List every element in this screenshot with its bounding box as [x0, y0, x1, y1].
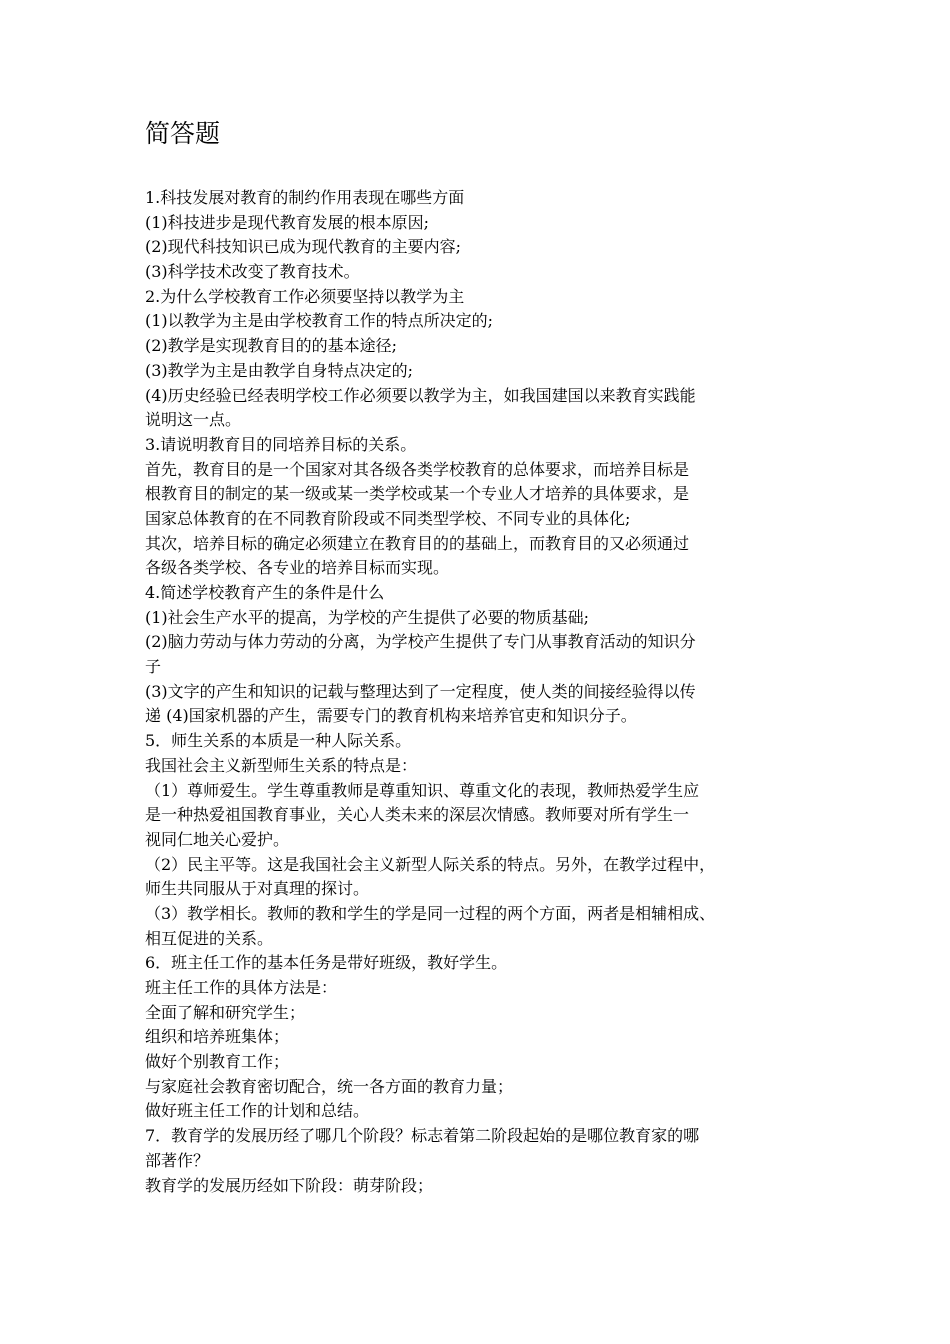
text-line: 1.科技发展对教育的制约作用表现在哪些方面 [145, 188, 465, 207]
text-line: 其次，培养目标的确定必须建立在教育目的的基础上，而教育目的又必须通过 [145, 533, 690, 553]
text-line: (2)教学是实现教育目的的基本途径; [145, 336, 398, 356]
text-line: 国家总体教育的在不同教育阶段或不同类型学校、不同专业的具体化; [145, 508, 631, 528]
text-line: (3)教学为主是由教学自身特点决定的; [145, 360, 414, 380]
text-line: (4)历史经验已经表明学校工作必须要以教学为主，如我国建国以来教育实践能 [145, 385, 696, 405]
text-line: (1)科技进步是现代教育发展的根本原因; [145, 212, 430, 232]
text-line: 5．师生关系的本质是一种人际关系。 [145, 731, 412, 751]
text-line: 视同仁地关心爱护。 [145, 829, 290, 849]
text-line: 子 [145, 657, 162, 677]
text-line: （1）尊师爱生。学生尊重教师是尊重知识、尊重文化的表现，教师热爱学生应 [145, 780, 700, 800]
text-line: 7．教育学的发展历经了哪几个阶段？标志着第二阶段起始的是哪位教育家的哪 [145, 1126, 700, 1146]
text-line: 做好班主任工作的计划和总结。 [145, 1101, 370, 1121]
text-line: (1)以教学为主是由学校教育工作的特点所决定的; [145, 311, 494, 331]
text-line: 4.简述学校教育产生的条件是什么 [145, 583, 385, 602]
text-line: 班主任工作的具体方法是： [145, 978, 338, 997]
text-line: 部著作？ [145, 1150, 210, 1170]
text-line: 3.请说明教育目的同培养目标的关系。 [145, 434, 417, 454]
text-line: 说明这一点。 [145, 410, 242, 430]
text-line: 首先，教育目的是一个国家对其各级各类学校教育的总体要求，而培养目标是 [145, 459, 690, 479]
text-line: 2.为什么学校教育工作必须要坚持以教学为主 [145, 286, 465, 306]
text-line: 做好个别教育工作； [145, 1052, 290, 1072]
text-line: 与家庭社会教育密切配合，统一各方面的教育力量； [145, 1076, 514, 1096]
text-line: 全面了解和研究学生； [145, 1002, 306, 1022]
text-line: 我国社会主义新型师生关系的特点是： [145, 755, 418, 775]
text-line: 根教育目的制定的某一级或某一类学校或某一个专业人才培养的具体要求，是 [145, 484, 690, 504]
text-line: （2）民主平等。这是我国社会主义新型人际关系的特点。另外，在教学过程中， [145, 854, 716, 874]
text-line: 递 (4)国家机器的产生，需要专门的教育机构来培养官吏和知识分子。 [145, 706, 637, 726]
text-line: 师生共同服从于对真理的探讨。 [145, 879, 370, 899]
text-line: （3）教学相长。教师的教和学生的学是同一过程的两个方面，两者是相辅相成、 [145, 903, 716, 923]
page-title: 简答题 [145, 119, 221, 148]
document-body [145, 186, 810, 1198]
text-line: 组织和培养班集体； [145, 1027, 290, 1047]
text-line: (3)文字的产生和知识的记载与整理达到了一定程度，使人类的间接经验得以传 [145, 681, 696, 701]
text-line: (3)科学技术改变了教育技术。 [145, 262, 360, 282]
text-line: 各级各类学校、各专业的培养目标而实现。 [145, 558, 450, 578]
text-line: (1)社会生产水平的提高，为学校的产生提供了必要的物质基础; [145, 607, 590, 627]
text-line: 相互促进的关系。 [145, 928, 274, 948]
text-line: (2)现代科技知识已成为现代教育的主要内容; [145, 237, 462, 257]
text-line: 是一种热爱祖国教育事业，关心人类未来的深层次情感。教师要对所有学生一 [145, 805, 690, 825]
text-line: 教育学的发展历经如下阶段：萌芽阶段； [145, 1175, 434, 1195]
text-line: 6．班主任工作的基本任务是带好班级，教好学生。 [145, 953, 508, 973]
text-line: (2)脑力劳动与体力劳动的分离，为学校产生提供了专门从事教育活动的知识分 [145, 632, 696, 652]
